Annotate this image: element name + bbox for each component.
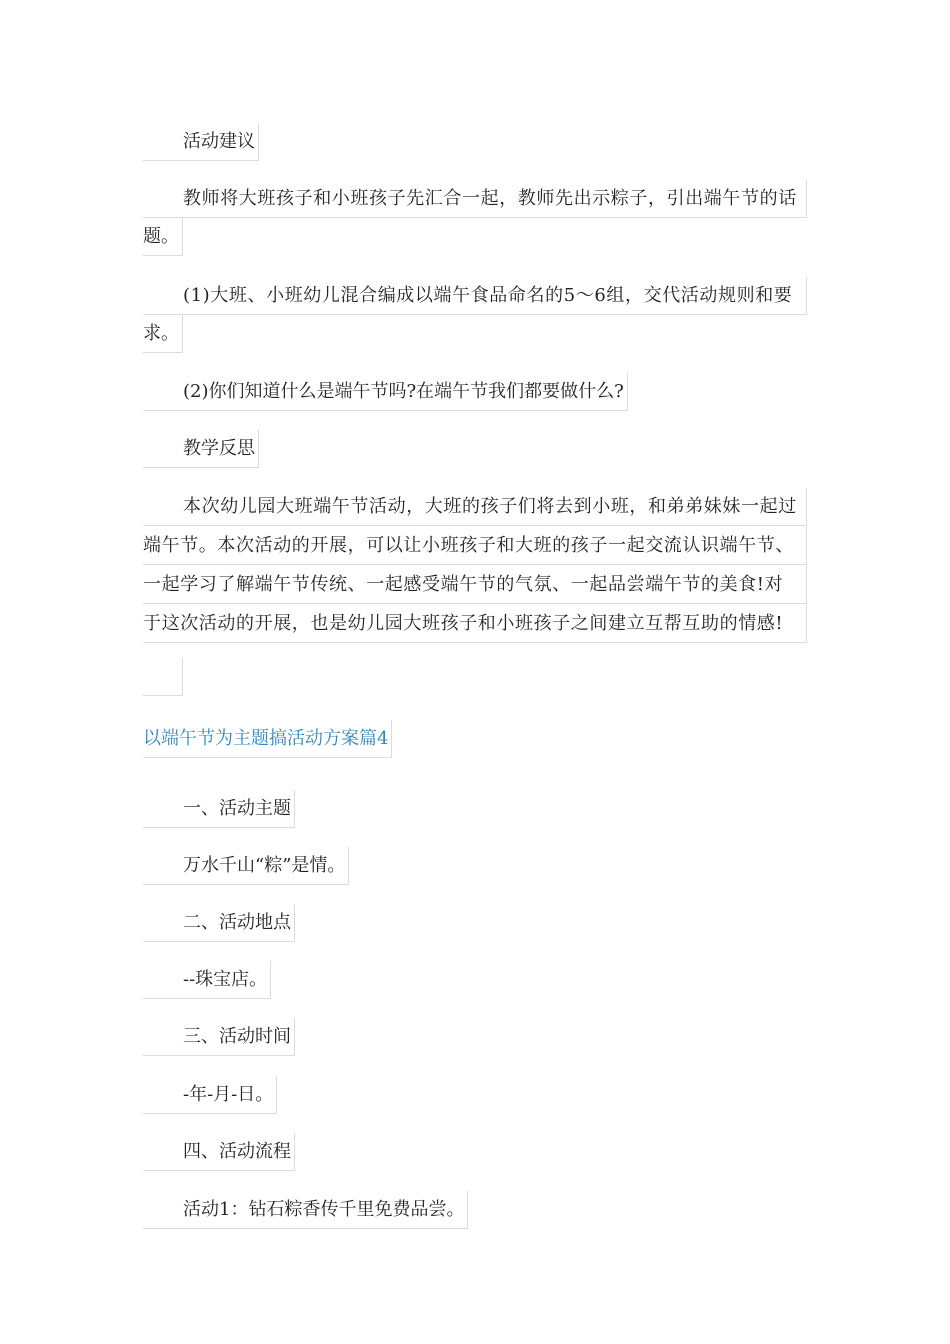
- section-heading-location: 二、活动地点: [143, 904, 295, 942]
- paragraph-line: 于这次活动的开展，也是幼儿园大班孩子和小班孩子之间建立互帮互助的情感!: [143, 605, 807, 643]
- paragraph-line: 端午节。本次活动的开展，可以让小班孩子和大班的孩子一起交流认识端午节、: [143, 527, 807, 565]
- paragraph-line: (2)你们知道什么是端午节吗?在端午节我们都要做什么?: [143, 373, 628, 411]
- section-heading-theme: 一、活动主题: [143, 790, 295, 828]
- paragraph-line: 题。: [143, 218, 183, 256]
- section-heading-time: 三、活动时间: [143, 1018, 295, 1056]
- section-heading-process: 四、活动流程: [143, 1133, 295, 1171]
- paragraph-line: 求。: [143, 315, 183, 353]
- paragraph-line: (1)大班、小班幼儿混合编成以端午食品命名的5～6组，交代活动规则和要: [143, 277, 807, 315]
- section-heading-teaching-reflection: 教学反思: [143, 430, 259, 468]
- article-title: 以端午节为主题搞活动方案篇4: [143, 720, 392, 758]
- paragraph-line: 活动1：钻石粽香传千里免费品尝。: [143, 1191, 468, 1229]
- paragraph-line: --珠宝店。: [143, 961, 271, 999]
- paragraph-line: 教师将大班孩子和小班孩子先汇合一起，教师先出示粽子，引出端午节的话: [143, 180, 807, 218]
- paragraph-line: 一起学习了解端午节传统、一起感受端午节的气氛、一起品尝端午节的美食!对: [143, 566, 807, 604]
- section-heading-activity-suggestions: 活动建议: [143, 123, 259, 161]
- paragraph-line: -年-月-日。: [143, 1076, 277, 1114]
- empty-line: [143, 658, 183, 696]
- paragraph-line: 本次幼儿园大班端午节活动，大班的孩子们将去到小班，和弟弟妹妹一起过: [143, 488, 807, 526]
- paragraph-line: 万水千山“粽”是情。: [143, 847, 349, 885]
